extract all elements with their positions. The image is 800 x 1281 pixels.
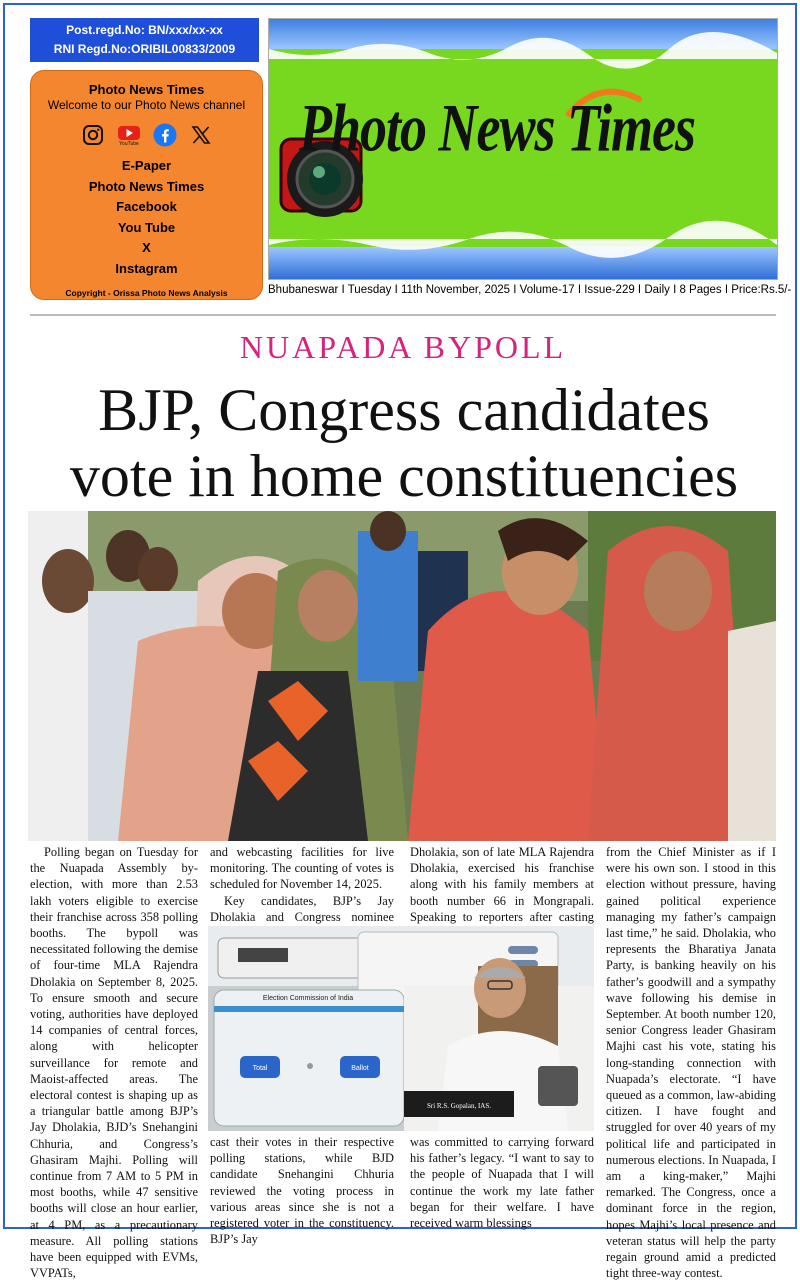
evm-total-button: Total <box>252 1065 268 1072</box>
article-column-2-bottom <box>210 1134 394 1247</box>
youtube-icon[interactable] <box>117 123 141 147</box>
link-epaper[interactable]: E-Paper <box>121 158 172 173</box>
masthead-word-times: Times <box>567 90 696 166</box>
masthead-title <box>299 89 695 167</box>
link-instagram[interactable]: Instagram <box>115 260 178 276</box>
social-icons <box>31 122 262 148</box>
rni-registration: RNI Regd.No:ORIBIL00833/2009 <box>53 42 236 56</box>
promo-links <box>31 156 262 280</box>
promo-title: Photo News Times <box>88 82 205 97</box>
headline-line-2: vote in home constituencies <box>69 443 739 509</box>
headline <box>24 377 784 509</box>
article-col2-p2: Key candidates, BJP’s Jay Dholakia and Congress nominee <box>210 893 394 924</box>
evm-nameplate: Sri R.S. Gopalan, IAS. <box>427 1102 491 1110</box>
article-column-4 <box>606 844 776 1281</box>
article-col2-p1: and webcasting facilities for live monitoring. The counting of votes is scheduled for November 14, 2025. <box>210 845 394 892</box>
headline-line-1: BJP, Congress candidates <box>98 377 710 443</box>
promo-welcome: Welcome to our Photo News channel <box>47 98 246 112</box>
kicker: NUAPADA BYPOLL <box>239 329 567 365</box>
instagram-icon[interactable] <box>81 123 105 147</box>
copyright: Copyright - Orissa Photo News Analysis <box>65 287 228 298</box>
evm-photo <box>208 926 594 1131</box>
registration-box <box>30 18 259 62</box>
article-col3-top: Dholakia, son of late MLA Rajendra Dholakia, exercised his franchise along with his family members at booth number 66 in Mongrapali. Speaking to reporters after casting <box>410 845 594 924</box>
link-youtube[interactable]: You Tube <box>117 219 176 235</box>
article-column-3-bottom <box>410 1134 594 1231</box>
article-col4-text: from the Chief Minister as if I were his own son. I stood in this election without pressure, having gained political experience managing my father’s campaign last time,” he said. Dholakia, who represents the Bharatiya Janata Party, is banking heavily on his father’s goodwill and a sympathy wave following his demise in September. At booth number 120, senior Congress leader Ghasiram Majhi cast his vote, stating his long-standing connection with Nuapada’s electorate. “I have queued as a common, law-abiding citizen. I have fought and struggled for over 40 years of my political life and participated in numerous elections. In Nuapada, I am a king-maker,” Majhi remarked. The Congress, once a dominant force in the region, hopes Majhi’s local presence and veteran status will help the party regain ground amid a predicted tight three-way contest. <box>606 845 776 1281</box>
link-x[interactable]: X <box>142 240 151 256</box>
link-facebook[interactable]: Facebook <box>116 199 177 215</box>
x-icon[interactable] <box>189 123 213 147</box>
dateline: Bhubaneswar I Tuesday I 11th November, 2025 I Volume-17 I Issue-229 I Daily I 8 Pages I Price:Rs.5/- <box>268 284 792 296</box>
promo-box <box>30 70 263 300</box>
header-divider <box>30 314 776 316</box>
lead-photo <box>28 511 776 841</box>
article-col2-bottom: cast their votes in their respective polling stations, while BJD candidate Snehangini Chhuria reviewed the voting process in various areas since she is not a registered voter in the constituency. BJP’s Jay <box>210 1135 394 1247</box>
masthead-word-news: News <box>438 90 555 166</box>
masthead-word-photo: Photo <box>299 90 427 166</box>
facebook-icon[interactable] <box>153 123 177 147</box>
article-column-1 <box>30 844 198 1281</box>
article-col1-text: Polling began on Tuesday for the Nuapada Assembly by-election, with more than 2.53 lakh voters eligible to exercise their franchise across 358 polling booths. The bypoll was necessitated following the demise of four-time MLA Rajendra Dholakia on September 8, 2025. To ensure smooth and secure voting, authorities have deployed 14 companies of central forces, along with helicopter surveillance for remote and Maoist-affected areas. The electoral contest is shaping up as a triangular battle among BJP’s Jay Dholakia, BJD’s Snehangini Chhuria, and Congress’s Ghasiram Majhi. Polling will continue from 7 AM to 5 PM in most booths, while 47 sensitive booths will close an hour earlier, at 4 PM, as a precautionary measure. All polling stations have been equipped with EVMs, VVPATs, <box>30 845 198 1281</box>
youtube-caption: YouTube <box>118 141 139 146</box>
evm-ballot-button: Ballot <box>351 1065 369 1072</box>
postal-registration: Post.regd.No: BN/xxx/xx-xx <box>66 23 223 37</box>
evm-label: Election Commission of India <box>262 995 354 1002</box>
masthead-banner <box>268 18 778 280</box>
article-col3-bottom: was committed to carrying forward his father’s legacy. “I want to say to the people of Nuapada that I will continue the work my late father began for their welfare. I have received warm blessings <box>410 1135 594 1231</box>
link-photo-news-times[interactable]: Photo News Times <box>88 178 205 194</box>
